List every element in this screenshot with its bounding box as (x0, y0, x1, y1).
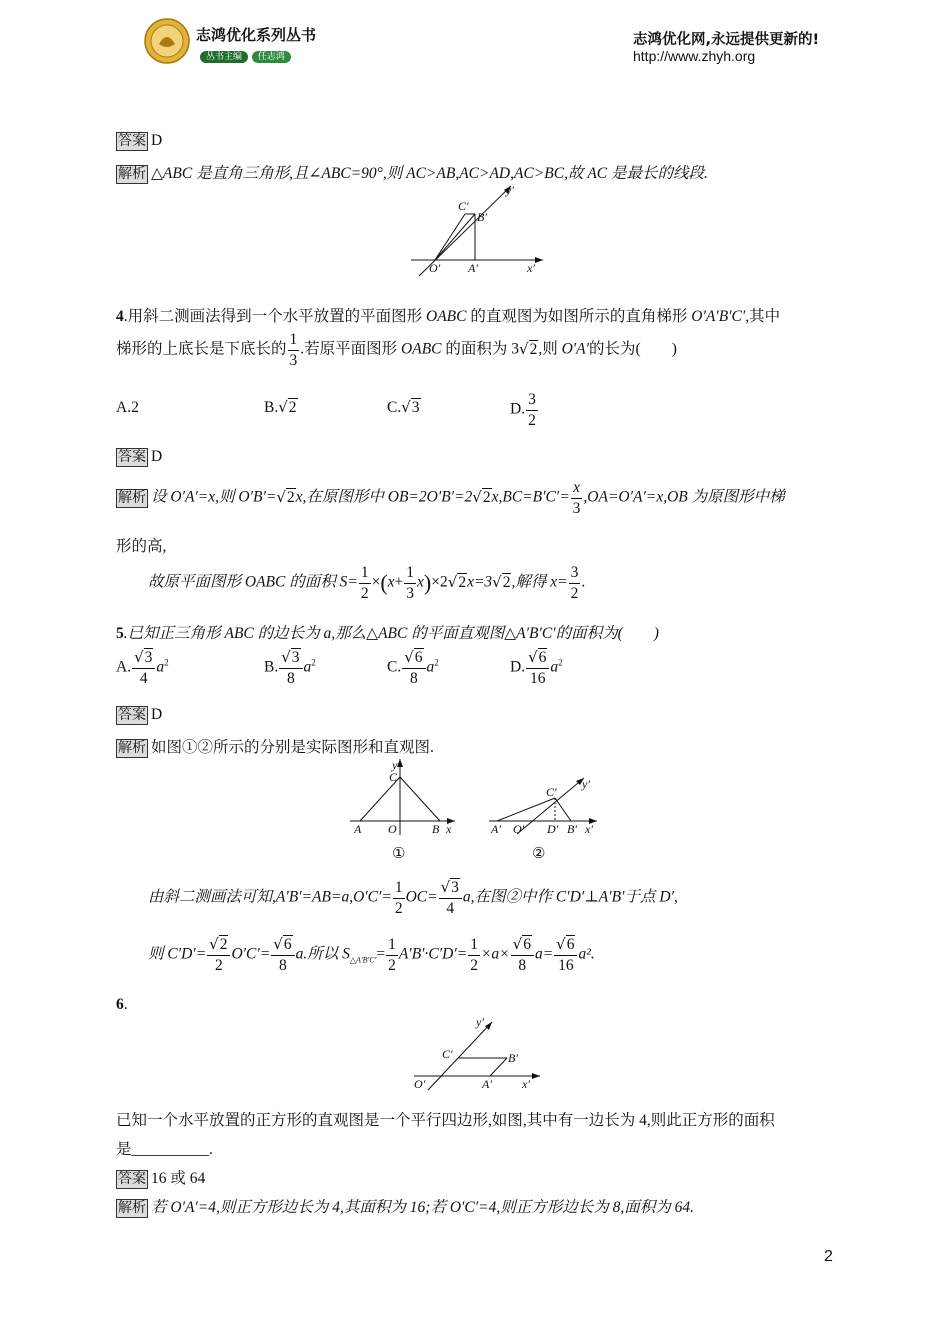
fig-label: x′ (527, 261, 535, 275)
editor-label: 丛书主编 (200, 51, 248, 63)
q6-answer: 答案 16 或 64 (118, 1170, 206, 1187)
svg-text:y′: y′ (582, 777, 590, 791)
svg-text:B′: B′ (508, 1051, 518, 1065)
q6-number: 6. (116, 996, 128, 1013)
q5-option-c[interactable]: C. $\frac{√6}{8}$ $a^2$ (387, 648, 439, 687)
series-title: 志鸿优化系列丛书 (196, 26, 317, 44)
q5-line1: 由斜二测画法可知,A′B′=AB=a,O′C′= $\frac{1}{2}$ OC= $\frac{√3}{4}$ a,在图②中作 C′D′⊥A′B′于点 D′, (148, 878, 678, 917)
svg-text:C′: C′ (442, 1047, 453, 1061)
svg-text:O: O (388, 822, 397, 836)
q5-line2: 则 C′D′= $\frac{√2}{2}$ O′C′= $\frac{√6}{8}$ a.所以 $S_{\triangle A'B'C'}=$ $\frac{1}{2}$ A′B′·C′D′= $\frac{1}{2}$ ×a× $\frac{√6}{8}$ a= $\frac{√6}{16}$ a². (148, 935, 595, 974)
q6-analysis: 解析 若 O′A′=4,则正方形边长为 4,其面积为 16;若 O′C′=4,则正方形边长为 8,面积为 64. (118, 1199, 694, 1216)
svg-text:A′: A′ (491, 822, 501, 836)
q5-option-b[interactable]: B. $\frac{√3}{8}$ $a^2$ (264, 648, 316, 687)
analysis-tag: 解析 (118, 166, 146, 182)
q5-figure-1 (350, 755, 460, 865)
svg-text:x′: x′ (585, 822, 593, 836)
svg-text:D′: D′ (547, 822, 559, 836)
q4-analysis: 解析 设 O′A′=x,则 O′B′=√2x,在原图形中 OB=2O′B′=2√2x,BC=B′C′= $\frac{x}{3}$ ,OA=O′A′=x,OB 为原图形中梯 (118, 479, 785, 517)
editor-name: 任志鸿 (252, 51, 291, 63)
svg-text:y′: y′ (476, 1015, 484, 1029)
q4-option-a[interactable]: A.2 (116, 399, 139, 416)
q5-answer: 答案 D (118, 706, 163, 723)
svg-text:C: C (389, 770, 398, 784)
q4-answer: 答案 D (118, 448, 163, 465)
q4-stem-line2: 梯形的上底长是下底长的 $\frac{1}{3}$ .若原平面图形 OABC 的面积为 3√2,则 O′A′的长为( ) (116, 331, 677, 369)
svg-text:A: A (354, 822, 362, 836)
svg-text:A′: A′ (482, 1077, 492, 1091)
q3-figure (405, 180, 550, 280)
svg-text:②: ② (532, 846, 546, 862)
fig-label: A′ (468, 261, 478, 275)
site-slogan: 志鸿优化网,永远提供更新的! (633, 32, 820, 48)
q6-stem: 已知一个水平放置的正方形的直观图是一个平行四边形,如图,其中有一边长为 4,则此正方形的面积 (116, 1112, 775, 1129)
fig-label: C′ (458, 199, 469, 213)
page-number: 2 (824, 1248, 833, 1265)
answer-tag: 答案 (118, 133, 146, 149)
header (0, 0, 950, 80)
q6-stem-line2: 是__________. (116, 1141, 213, 1158)
q4-analysis-line3: 故原平面图形 OABC 的面积 S= $\frac{1}{2}$ ×(x+ $\frac{1}{3}$ x)×2√2x=3√2,解得 x= $\frac{3}{2}$ . (148, 564, 586, 602)
fig-label: O′ (429, 261, 441, 275)
q4-option-d[interactable]: D. $\frac{3}{2}$ (510, 391, 536, 429)
svg-text:C′: C′ (546, 785, 557, 799)
q5-figure-2 (487, 770, 602, 865)
site-url[interactable]: http://www.zhyh.org (633, 48, 756, 64)
fig-label: B′ (477, 210, 487, 224)
svg-text:B′: B′ (567, 822, 577, 836)
q6-figure (410, 1012, 545, 1094)
q5-option-d[interactable]: D. $\frac{√6}{16}$ $a^2$ (510, 648, 563, 687)
svg-text:x: x (446, 822, 452, 836)
svg-text:O′: O′ (414, 1077, 426, 1091)
seal-logo-icon (144, 18, 190, 64)
svg-text:①: ① (392, 846, 406, 862)
svg-text:O′: O′ (513, 822, 525, 836)
q4-stem: 4.用斜二测画法得到一个水平放置的平面图形 OABC 的直观图为如图所示的直角梯形 O′A′B′C′,其中 (116, 308, 781, 325)
series-subtitle (200, 46, 291, 64)
fig-label: y′ (506, 183, 514, 197)
q4-option-b[interactable]: B.√2 (264, 398, 297, 416)
q3-answer: 答案 D (118, 132, 163, 149)
q5-option-a[interactable]: A. $\frac{√3}{4}$ $a^2$ (116, 648, 169, 687)
svg-text:B: B (432, 822, 440, 836)
svg-text:y: y (392, 758, 398, 772)
q5-analysis: 解析 如图①②所示的分别是实际图形和直观图. (118, 739, 434, 756)
q4-option-c[interactable]: C.√3 (387, 398, 420, 416)
q3-analysis: 解析 △ABC 是直角三角形,且∠ABC=90°,则 AC>AB,AC>AD,AC>BC,故 AC 是最长的线段. (118, 165, 708, 182)
q4-analysis-line2: 形的高, (116, 538, 167, 555)
q5-stem: 5.已知正三角形 ABC 的边长为 a,那么△ABC 的平面直观图△A′B′C′的面积为( ) (116, 625, 659, 642)
svg-text:x′: x′ (522, 1077, 530, 1091)
